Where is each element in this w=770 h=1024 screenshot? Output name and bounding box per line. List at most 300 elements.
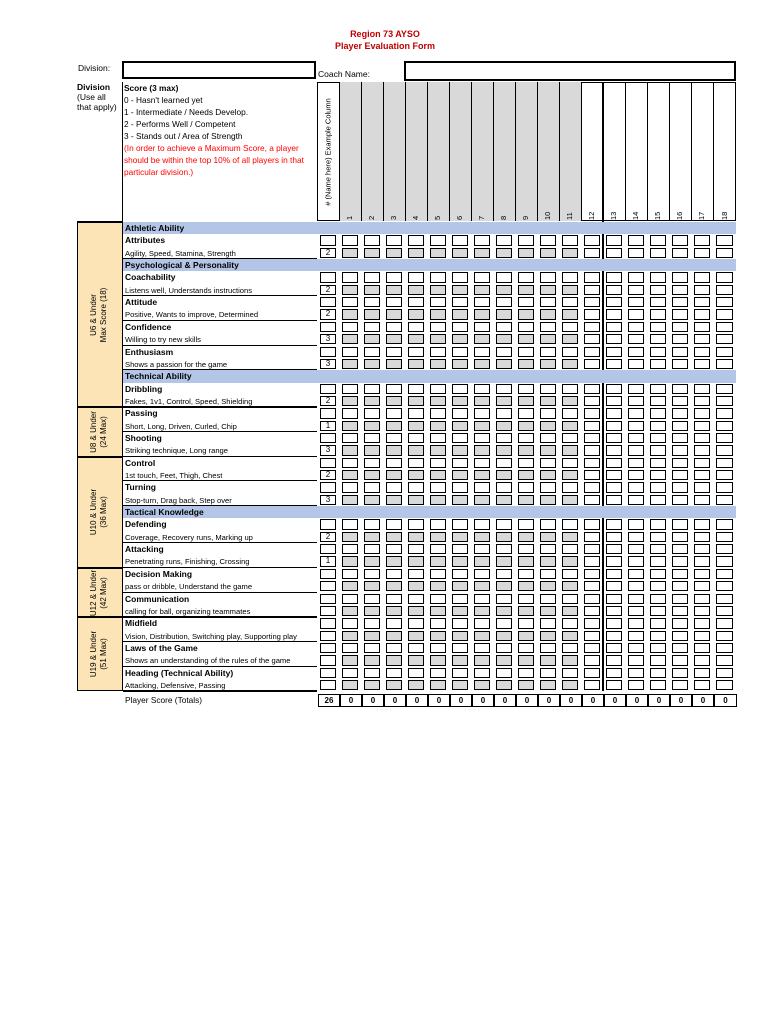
score-cell[interactable] [650, 470, 666, 480]
score-cell[interactable] [386, 421, 402, 431]
score-cell[interactable] [650, 359, 666, 369]
score-cell[interactable] [320, 680, 336, 690]
score-cell[interactable] [628, 359, 644, 369]
score-cell[interactable] [474, 655, 490, 665]
score-cell[interactable]: 3 [320, 495, 336, 505]
score-cell[interactable] [364, 470, 380, 480]
score-cell[interactable] [562, 470, 578, 480]
score-cell[interactable] [452, 396, 468, 406]
score-cell[interactable] [342, 396, 358, 406]
score-cell[interactable] [584, 421, 600, 431]
score-cell[interactable] [716, 421, 733, 431]
score-cell[interactable] [650, 606, 666, 616]
score-cell[interactable] [496, 309, 512, 319]
score-cell[interactable] [716, 606, 733, 616]
score-cell[interactable] [562, 285, 578, 295]
score-cell[interactable] [320, 581, 336, 591]
score-cell[interactable] [628, 421, 644, 431]
score-cell[interactable] [474, 680, 490, 690]
score-cell[interactable] [628, 532, 644, 542]
score-cell[interactable] [496, 359, 512, 369]
score-cell[interactable] [606, 470, 622, 480]
score-cell[interactable] [584, 581, 600, 591]
score-cell[interactable] [694, 445, 710, 455]
score-cell[interactable] [716, 445, 733, 455]
score-cell[interactable] [496, 532, 512, 542]
score-cell[interactable] [694, 421, 710, 431]
score-cell[interactable] [672, 396, 688, 406]
score-cell[interactable] [474, 248, 490, 258]
score-cell[interactable] [386, 285, 402, 295]
score-cell[interactable] [650, 248, 666, 258]
score-cell[interactable] [584, 556, 600, 566]
score-cell[interactable] [518, 470, 534, 480]
score-cell[interactable] [716, 285, 733, 295]
score-cell[interactable] [342, 470, 358, 480]
score-cell[interactable] [452, 680, 468, 690]
score-cell[interactable] [496, 556, 512, 566]
score-cell[interactable] [606, 495, 622, 505]
score-cell[interactable]: 3 [320, 334, 336, 344]
score-cell[interactable]: 2 [320, 309, 336, 319]
score-cell[interactable] [452, 309, 468, 319]
score-cell[interactable] [562, 655, 578, 665]
score-cell[interactable] [628, 655, 644, 665]
score-cell[interactable] [364, 606, 380, 616]
score-cell[interactable] [606, 655, 622, 665]
score-cell[interactable] [430, 495, 446, 505]
score-cell[interactable] [518, 285, 534, 295]
score-cell[interactable] [408, 309, 424, 319]
score-cell[interactable] [694, 606, 710, 616]
score-cell[interactable] [342, 334, 358, 344]
score-cell[interactable] [474, 309, 490, 319]
score-cell[interactable] [628, 334, 644, 344]
score-cell[interactable] [540, 581, 556, 591]
score-cell[interactable] [540, 334, 556, 344]
score-cell[interactable] [562, 309, 578, 319]
score-cell[interactable] [342, 445, 358, 455]
score-cell[interactable] [430, 248, 446, 258]
score-cell[interactable] [408, 470, 424, 480]
score-cell[interactable] [408, 680, 424, 690]
score-cell[interactable] [562, 631, 578, 641]
score-cell[interactable] [628, 680, 644, 690]
score-cell[interactable] [518, 396, 534, 406]
score-cell[interactable] [540, 445, 556, 455]
score-cell[interactable] [320, 655, 336, 665]
score-cell[interactable] [452, 606, 468, 616]
score-cell[interactable] [452, 421, 468, 431]
score-cell[interactable] [540, 606, 556, 616]
score-cell[interactable] [364, 445, 380, 455]
score-cell[interactable] [408, 445, 424, 455]
score-cell[interactable] [584, 248, 600, 258]
score-cell[interactable] [694, 334, 710, 344]
score-cell[interactable] [474, 581, 490, 591]
score-cell[interactable] [628, 309, 644, 319]
score-cell[interactable] [452, 285, 468, 295]
score-cell[interactable] [606, 396, 622, 406]
score-cell[interactable] [386, 495, 402, 505]
score-cell[interactable] [584, 495, 600, 505]
score-cell[interactable] [606, 248, 622, 258]
score-cell[interactable] [408, 631, 424, 641]
score-cell[interactable] [386, 248, 402, 258]
score-cell[interactable] [408, 421, 424, 431]
score-cell[interactable] [430, 334, 446, 344]
score-cell[interactable] [606, 606, 622, 616]
score-cell[interactable]: 2 [320, 285, 336, 295]
score-cell[interactable] [606, 421, 622, 431]
score-cell[interactable] [716, 248, 733, 258]
score-cell[interactable] [694, 556, 710, 566]
score-cell[interactable] [386, 359, 402, 369]
score-cell[interactable] [474, 532, 490, 542]
score-cell[interactable] [364, 334, 380, 344]
score-cell[interactable] [672, 334, 688, 344]
score-cell[interactable] [430, 680, 446, 690]
score-cell[interactable] [342, 556, 358, 566]
score-cell[interactable] [716, 470, 733, 480]
score-cell[interactable] [650, 309, 666, 319]
score-cell[interactable] [408, 285, 424, 295]
score-cell[interactable] [452, 470, 468, 480]
score-cell[interactable] [386, 532, 402, 542]
score-cell[interactable] [540, 470, 556, 480]
score-cell[interactable] [518, 631, 534, 641]
score-cell[interactable] [562, 532, 578, 542]
score-cell[interactable] [364, 421, 380, 431]
score-cell[interactable] [606, 631, 622, 641]
score-cell[interactable] [364, 556, 380, 566]
score-cell[interactable] [364, 581, 380, 591]
score-cell[interactable] [650, 631, 666, 641]
score-cell[interactable] [408, 581, 424, 591]
score-cell[interactable] [584, 309, 600, 319]
score-cell[interactable] [562, 248, 578, 258]
score-cell[interactable] [584, 680, 600, 690]
score-cell[interactable] [474, 285, 490, 295]
score-cell[interactable] [650, 334, 666, 344]
score-cell[interactable] [408, 655, 424, 665]
score-cell[interactable] [694, 248, 710, 258]
score-cell[interactable] [430, 581, 446, 591]
score-cell[interactable] [650, 655, 666, 665]
score-cell[interactable] [562, 581, 578, 591]
score-cell[interactable] [496, 606, 512, 616]
score-cell[interactable] [474, 470, 490, 480]
score-cell[interactable] [562, 421, 578, 431]
score-cell[interactable] [650, 532, 666, 542]
score-cell[interactable] [474, 421, 490, 431]
score-cell[interactable] [430, 606, 446, 616]
score-cell[interactable]: 3 [320, 445, 336, 455]
score-cell[interactable] [584, 606, 600, 616]
score-cell[interactable] [716, 495, 733, 505]
score-cell[interactable] [452, 655, 468, 665]
score-cell[interactable] [408, 248, 424, 258]
score-cell[interactable] [364, 359, 380, 369]
score-cell[interactable] [540, 631, 556, 641]
score-cell[interactable] [430, 532, 446, 542]
score-cell[interactable] [430, 396, 446, 406]
score-cell[interactable] [540, 655, 556, 665]
score-cell[interactable] [584, 285, 600, 295]
score-cell[interactable]: 2 [320, 532, 336, 542]
score-cell[interactable] [430, 445, 446, 455]
score-cell[interactable] [342, 606, 358, 616]
score-cell[interactable] [342, 248, 358, 258]
score-cell[interactable] [584, 631, 600, 641]
score-cell[interactable] [430, 285, 446, 295]
score-cell[interactable] [496, 581, 512, 591]
score-cell[interactable] [672, 680, 688, 690]
score-cell[interactable] [518, 445, 534, 455]
score-cell[interactable] [562, 334, 578, 344]
score-cell[interactable] [496, 248, 512, 258]
score-cell[interactable] [540, 285, 556, 295]
score-cell[interactable] [672, 248, 688, 258]
score-cell[interactable] [342, 680, 358, 690]
score-cell[interactable] [606, 359, 622, 369]
score-cell[interactable] [562, 680, 578, 690]
score-cell[interactable] [606, 581, 622, 591]
score-cell[interactable] [672, 445, 688, 455]
score-cell[interactable] [540, 495, 556, 505]
score-cell[interactable] [518, 359, 534, 369]
score-cell[interactable] [496, 631, 512, 641]
score-cell[interactable] [430, 655, 446, 665]
score-cell[interactable]: 2 [320, 248, 336, 258]
score-cell[interactable] [408, 359, 424, 369]
score-cell[interactable] [496, 680, 512, 690]
score-cell[interactable] [694, 309, 710, 319]
score-cell[interactable] [386, 470, 402, 480]
score-cell[interactable] [584, 334, 600, 344]
score-cell[interactable] [386, 655, 402, 665]
score-cell[interactable]: 2 [320, 396, 336, 406]
score-cell[interactable] [694, 532, 710, 542]
score-cell[interactable] [474, 445, 490, 455]
score-cell[interactable]: 2 [320, 470, 336, 480]
score-cell[interactable] [408, 556, 424, 566]
score-cell[interactable]: 1 [320, 421, 336, 431]
score-cell[interactable] [364, 285, 380, 295]
score-cell[interactable] [408, 334, 424, 344]
score-cell[interactable] [474, 606, 490, 616]
score-cell[interactable] [518, 309, 534, 319]
score-cell[interactable] [606, 309, 622, 319]
score-cell[interactable] [650, 556, 666, 566]
score-cell[interactable] [628, 495, 644, 505]
score-cell[interactable] [496, 655, 512, 665]
score-cell[interactable] [496, 445, 512, 455]
score-cell[interactable] [672, 581, 688, 591]
score-cell[interactable] [320, 631, 336, 641]
score-cell[interactable] [452, 359, 468, 369]
score-cell[interactable] [518, 495, 534, 505]
score-cell[interactable] [364, 631, 380, 641]
score-cell[interactable] [650, 421, 666, 431]
score-cell[interactable] [628, 470, 644, 480]
score-cell[interactable] [386, 556, 402, 566]
score-cell[interactable] [606, 445, 622, 455]
score-cell[interactable] [650, 285, 666, 295]
score-cell[interactable] [716, 396, 733, 406]
score-cell[interactable] [584, 470, 600, 480]
score-cell[interactable] [518, 655, 534, 665]
score-cell[interactable] [650, 680, 666, 690]
score-cell[interactable] [540, 359, 556, 369]
score-cell[interactable] [518, 606, 534, 616]
score-cell[interactable] [716, 631, 733, 641]
score-cell[interactable] [628, 631, 644, 641]
score-cell[interactable] [386, 445, 402, 455]
score-cell[interactable] [518, 334, 534, 344]
score-cell[interactable] [386, 334, 402, 344]
score-cell[interactable] [672, 655, 688, 665]
score-cell[interactable] [364, 655, 380, 665]
score-cell[interactable] [694, 495, 710, 505]
score-cell[interactable] [694, 680, 710, 690]
score-cell[interactable] [430, 359, 446, 369]
score-cell[interactable] [496, 396, 512, 406]
score-cell[interactable] [408, 532, 424, 542]
score-cell[interactable] [540, 396, 556, 406]
score-cell[interactable] [628, 285, 644, 295]
score-cell[interactable] [342, 359, 358, 369]
score-cell[interactable] [650, 396, 666, 406]
score-cell[interactable] [364, 396, 380, 406]
score-cell[interactable] [430, 470, 446, 480]
score-cell[interactable] [518, 532, 534, 542]
score-cell[interactable] [430, 309, 446, 319]
score-cell[interactable] [452, 631, 468, 641]
score-cell[interactable] [694, 470, 710, 480]
score-cell[interactable] [452, 495, 468, 505]
score-cell[interactable] [694, 285, 710, 295]
score-cell[interactable] [364, 495, 380, 505]
score-cell[interactable] [408, 396, 424, 406]
score-cell[interactable] [496, 285, 512, 295]
score-cell[interactable] [518, 248, 534, 258]
score-cell[interactable] [628, 248, 644, 258]
score-cell[interactable] [474, 556, 490, 566]
score-cell[interactable] [606, 532, 622, 542]
score-cell[interactable] [694, 631, 710, 641]
score-cell[interactable] [650, 445, 666, 455]
score-cell[interactable] [672, 285, 688, 295]
score-cell[interactable] [584, 359, 600, 369]
score-cell[interactable] [342, 581, 358, 591]
score-cell[interactable] [628, 396, 644, 406]
score-cell[interactable] [716, 334, 733, 344]
score-cell[interactable] [716, 359, 733, 369]
score-cell[interactable] [496, 334, 512, 344]
score-cell[interactable] [518, 556, 534, 566]
score-cell[interactable] [650, 495, 666, 505]
score-cell[interactable] [672, 421, 688, 431]
score-cell[interactable] [584, 532, 600, 542]
score-cell[interactable] [430, 421, 446, 431]
score-cell[interactable] [386, 680, 402, 690]
score-cell[interactable] [342, 421, 358, 431]
score-cell[interactable] [342, 631, 358, 641]
score-cell[interactable]: 1 [320, 556, 336, 566]
score-cell[interactable] [672, 470, 688, 480]
score-cell[interactable]: 3 [320, 359, 336, 369]
score-cell[interactable] [364, 309, 380, 319]
score-cell[interactable] [540, 556, 556, 566]
score-cell[interactable] [540, 532, 556, 542]
score-cell[interactable] [474, 396, 490, 406]
score-cell[interactable] [628, 606, 644, 616]
score-cell[interactable] [386, 631, 402, 641]
score-cell[interactable] [584, 396, 600, 406]
score-cell[interactable] [606, 334, 622, 344]
score-cell[interactable] [672, 556, 688, 566]
score-cell[interactable] [408, 606, 424, 616]
score-cell[interactable] [518, 421, 534, 431]
score-cell[interactable] [386, 606, 402, 616]
score-cell[interactable] [628, 581, 644, 591]
score-cell[interactable] [694, 359, 710, 369]
score-cell[interactable] [562, 495, 578, 505]
score-cell[interactable] [540, 421, 556, 431]
score-cell[interactable] [496, 421, 512, 431]
score-cell[interactable] [672, 532, 688, 542]
score-cell[interactable] [474, 495, 490, 505]
score-cell[interactable] [562, 445, 578, 455]
score-cell[interactable] [716, 556, 733, 566]
score-cell[interactable] [342, 495, 358, 505]
score-cell[interactable] [518, 581, 534, 591]
score-cell[interactable] [342, 532, 358, 542]
score-cell[interactable] [694, 655, 710, 665]
score-cell[interactable] [496, 470, 512, 480]
score-cell[interactable] [518, 680, 534, 690]
score-cell[interactable] [364, 248, 380, 258]
score-cell[interactable] [342, 285, 358, 295]
score-cell[interactable] [716, 680, 733, 690]
score-cell[interactable] [672, 359, 688, 369]
score-cell[interactable] [452, 556, 468, 566]
score-cell[interactable] [694, 581, 710, 591]
score-cell[interactable] [452, 532, 468, 542]
score-cell[interactable] [474, 334, 490, 344]
score-cell[interactable] [628, 556, 644, 566]
score-cell[interactable] [452, 334, 468, 344]
score-cell[interactable] [386, 581, 402, 591]
score-cell[interactable] [342, 655, 358, 665]
score-cell[interactable] [672, 309, 688, 319]
score-cell[interactable] [540, 248, 556, 258]
score-cell[interactable] [716, 532, 733, 542]
score-cell[interactable] [474, 359, 490, 369]
score-cell[interactable] [584, 655, 600, 665]
score-cell[interactable] [606, 680, 622, 690]
score-cell[interactable] [606, 285, 622, 295]
score-cell[interactable] [452, 581, 468, 591]
score-cell[interactable] [430, 556, 446, 566]
score-cell[interactable] [320, 606, 336, 616]
score-cell[interactable] [540, 309, 556, 319]
score-cell[interactable] [386, 396, 402, 406]
score-cell[interactable] [474, 631, 490, 641]
score-cell[interactable] [628, 445, 644, 455]
score-cell[interactable] [364, 532, 380, 542]
